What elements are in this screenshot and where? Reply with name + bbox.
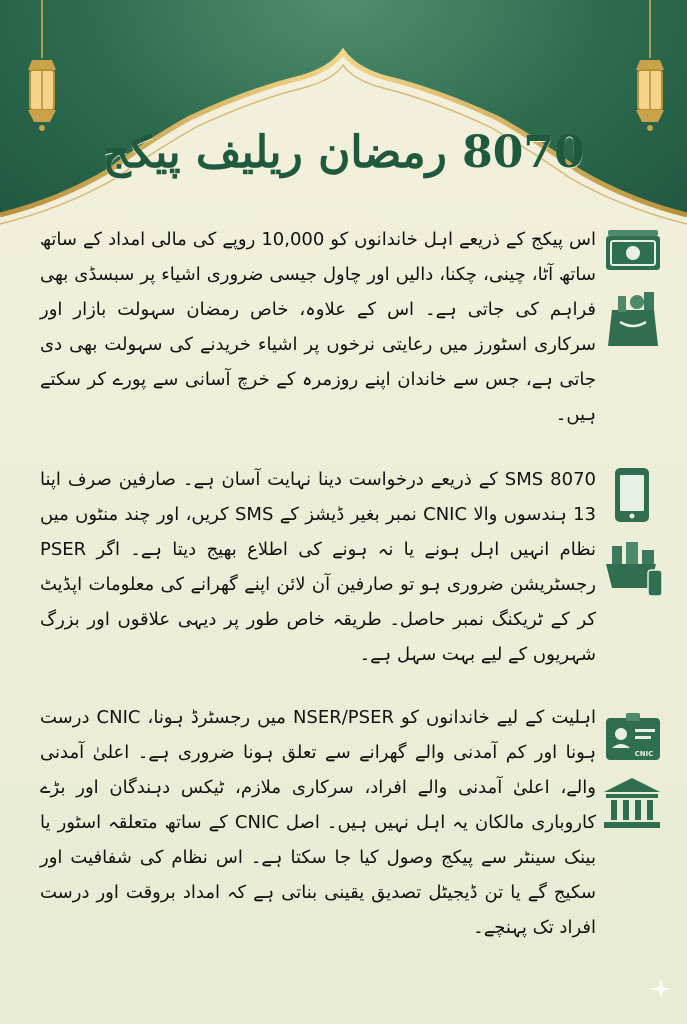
sparkle-icon	[650, 978, 672, 1000]
left-crescent-icon	[70, 55, 96, 95]
paragraph-eligibility: اہلیت کے لیے خاندانوں کو NSER/PSER میں رجسٹرڈ ہونا، CNIC درست ہونا اور کم آمدنی والے گھرانے سے تعلق ہونا ضروری ہے۔ اعلیٰ آمدنی والے، اعلیٰ آمدنی والے افراد، سرکاری ملازم، ٹیکس دہندگان اور بڑے کاروباری مالکان یہ اہل نہیں ہیں۔ اصل CNIC کے ساتھ متعلقہ اسٹور یا بینک سینٹر سے پیکج وصول کیا جا سکتا ہے۔ اس نظام کی شفافیت اور سکیج گے یا تن ڈیجیٹل تصدیق یقینی بناتی ہے کہ امداد بروقت اور درست افراد تک پہنچے۔	[40, 707, 597, 938]
grocery-bag-icon	[604, 288, 662, 350]
bank-building-icon	[602, 776, 662, 830]
left-lantern-icon	[20, 0, 64, 140]
page-title: 8070 رمضان ریلیف پیکج	[102, 127, 585, 178]
cnic-label: CNIC	[634, 750, 654, 758]
money-icon	[604, 228, 662, 274]
paragraph-benefits: اس پیکج کے ذریعے اہل خاندانوں کو 10,000 روپے کی مالی امداد کے ساتھ ساتھ آٹا، چینی، چکنا، دالیں اور چاول جیسی ضروری اشیاء پر سبسڈی بھی فراہم کی جاتی ہے۔ اس کے علاوہ، خاص رمضان سہولت بازار اور سرکاری اسٹورز میں رعایتی نرخوں پر اشیاء خریدنے کی سہولت بھی دی جاتی ہے، جس سے خاندان اپنے روزمرہ کے خرچ آسانی سے پورے کر سکتے ہیں۔	[40, 229, 596, 425]
shopping-basket-icon	[604, 540, 664, 602]
right-crescent-icon	[594, 55, 620, 95]
mobile-phone-icon	[612, 466, 652, 524]
right-lantern-icon	[628, 0, 672, 140]
paragraph-sms-application: 8070 SMS کے ذریعے درخواست دینا نہایت آسان ہے۔ صارفین صرف اپنا 13 ہندسوں والا CNIC نمبر بغیر ڈیشز کے SMS کریں، اور چند منٹوں میں نظام انہیں اہل ہونے یا نہ ہونے کی اطلاع بھیج دیتا ہے۔ اگر PSER رجسٹریشن ضروری ہو تو صارفین آن لائن اپنے گھرانے کی معلومات اپڈیٹ کر کے ٹریکنگ نمبر حاصل۔ طریقہ خاص طور پر دیہی علاقوں اور بزرگ شہریوں کے لیے بہت سہل ہے۔	[40, 469, 597, 665]
cnic-card-icon	[604, 712, 662, 764]
